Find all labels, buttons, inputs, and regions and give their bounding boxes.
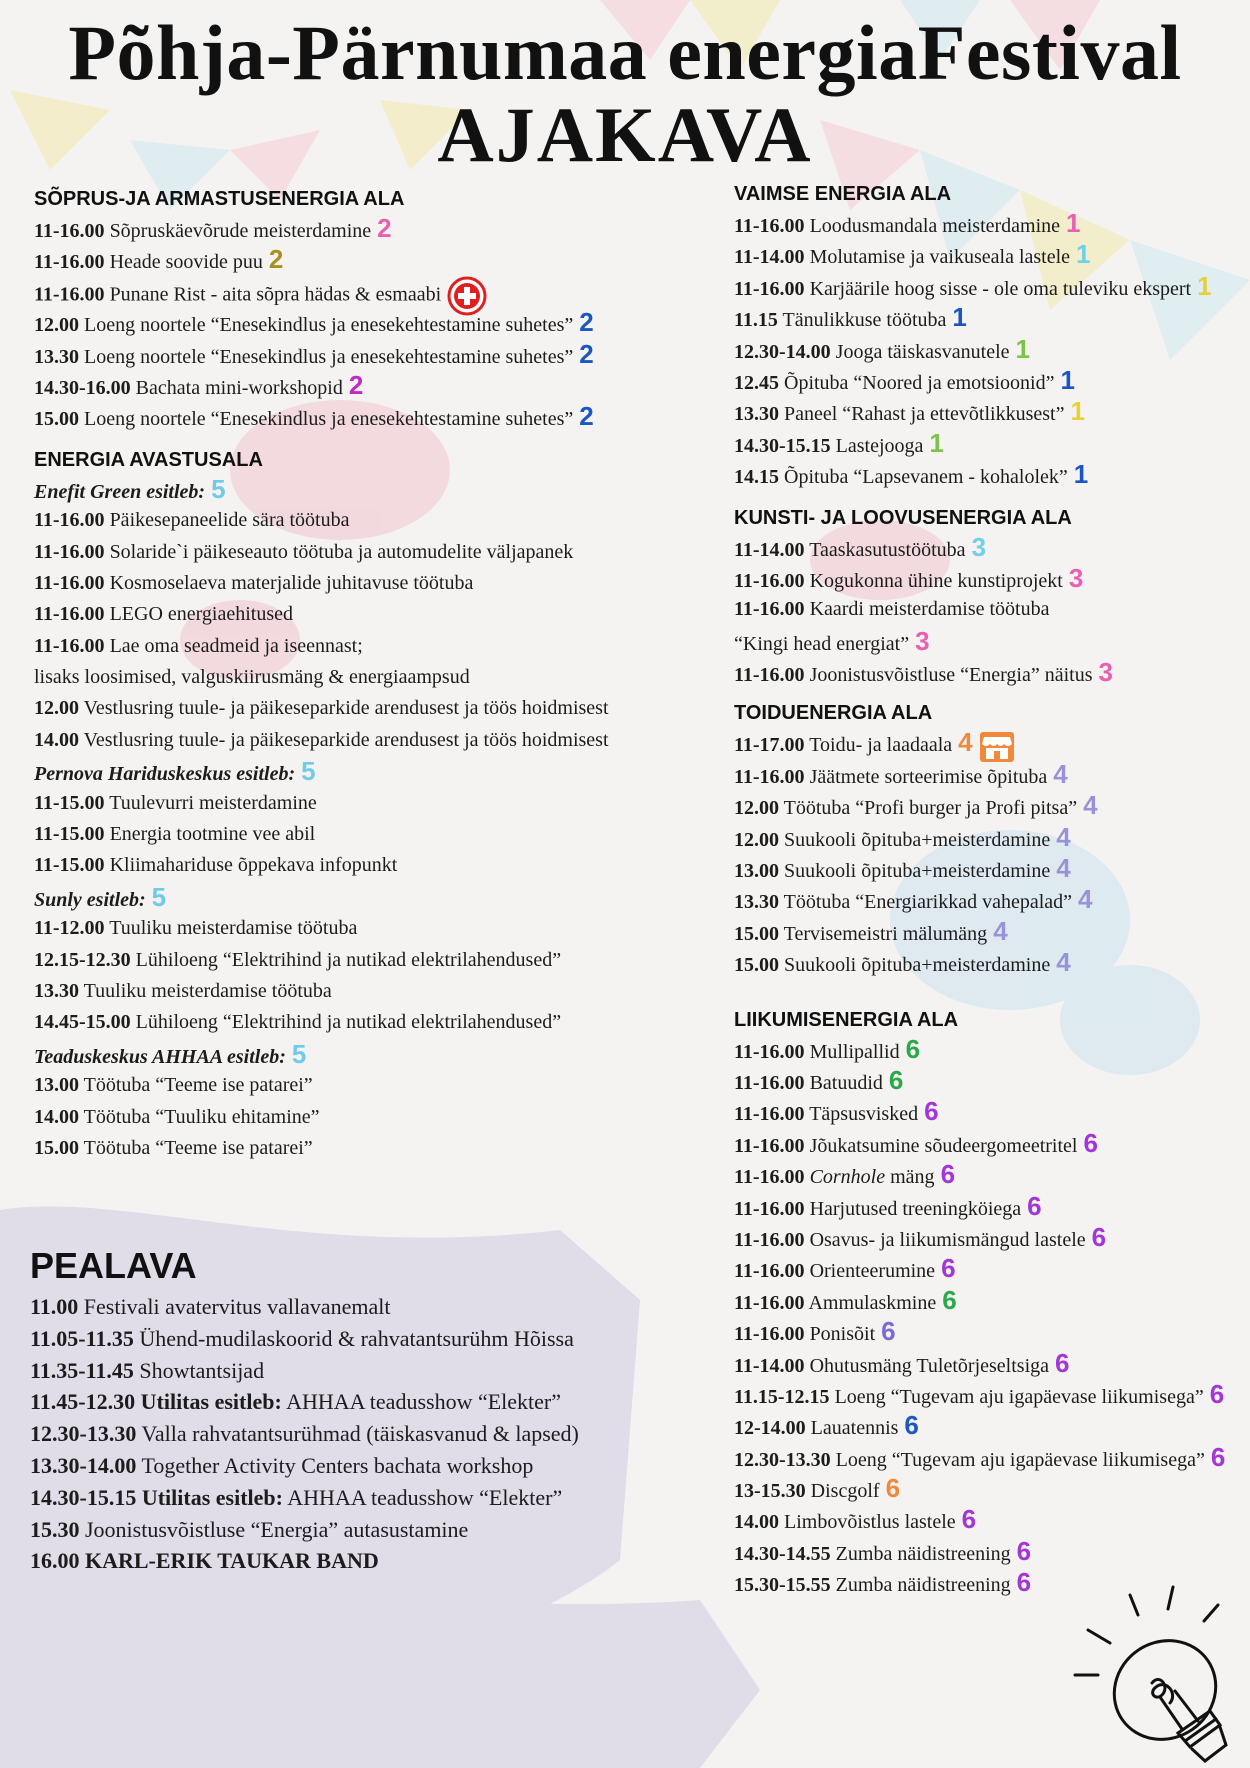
activity: Energia tootmine vee abil [109,823,316,846]
right-column [734,183,1244,1599]
activity: Töötuba “Tuuliku ehitamine” [83,1105,320,1128]
schedule-row [734,365,1244,396]
area-number: 4 [1078,884,1093,915]
area-number: 1 [952,302,967,333]
schedule-row [34,976,674,1007]
area-number: 2 [377,213,392,243]
schedule-row [34,370,674,401]
activity: Bachata mini-workshopid [135,376,343,399]
area-number: 1 [929,427,944,458]
activity: Osavus- ja liikumismängud lastele [809,1228,1086,1251]
time: 11.00 [30,1294,79,1319]
schedule-row [734,1191,1244,1222]
activity: Õpituba “Noored ja emotsioonid” [784,371,1055,394]
schedule-row [734,428,1244,459]
schedule-row [734,626,1244,657]
time: 11-16.00 [734,569,805,592]
schedule-row [734,302,1244,333]
schedule-row [734,459,1244,490]
activity: Loeng noortele “Enesekindlus ja enesekehtestamine suhetes” [84,408,574,431]
activity: Loeng “Tugevam aju igapäevase liikumisega” [834,1385,1204,1408]
activity: Joonistusvõistluse “Energia” autasustamine [85,1516,469,1542]
activity: Vestlusring tuule- ja päikeseparkide arendusest ja töös hoidmisest [83,697,609,720]
schedule-row [34,339,674,370]
activity: Joonistusvõistluse “Energia” näitus [809,664,1093,687]
schedule-row [734,1096,1244,1127]
time: 11-16.00 [734,1323,805,1346]
activity: Ammulaskmine [808,1291,937,1314]
area-number: 6 [924,1096,939,1127]
schedule-row [34,1070,674,1101]
presenter-label [34,882,674,913]
time: 12.30-13.30 [734,1448,831,1471]
activity: “Kingi head energiat” [734,632,910,655]
time: 12.45 [734,371,779,394]
activity: Toidu- ja laadaala [809,734,953,757]
activity: Töötuba “Profi burger ja Profi pitsa” [783,797,1078,820]
schedule-row [30,1418,690,1450]
schedule-row [734,563,1244,594]
area-number: 5 [211,473,226,504]
time: 11-14.00 [734,538,805,561]
time: 11.15-12.15 [734,1385,830,1408]
activity: Ühend-mudilaskoorid & rahvatantsurühm Hõissa [139,1325,574,1351]
schedule-row [734,1504,1244,1535]
activity: Zumba näidistreening [835,1574,1011,1597]
schedule-row [34,505,674,536]
area-number: 2 [348,369,364,400]
section-title: SÕPRUS-JA ARMASTUSENERGIA ALA [34,188,405,210]
schedule-title: AJAKAVA [437,91,813,178]
time: 11.15 [734,309,778,332]
time: 13.30 [734,891,779,914]
time: 15.00 [734,954,779,977]
schedule-row [734,1159,1244,1190]
activity: Zumba näidistreening [835,1542,1011,1565]
time: 11-16.00 [734,1291,805,1314]
main-stage-title: PEALAVA [30,1245,197,1286]
activity: Mullipallid [809,1040,900,1063]
activity: AHHAA teadusshow “Elekter” [287,1484,563,1510]
activity: Tuuliku meisterdamise töötuba [83,979,332,1002]
time: 13.00 [734,860,779,883]
time: 12.00 [34,697,79,720]
schedule-row [34,819,674,850]
activity: Heade soovide puu [109,251,263,274]
schedule-row [734,594,1244,625]
time: 13.30 [734,403,779,426]
schedule-row [734,1128,1244,1159]
section-title: KUNSTI- JA LOOVUSENERGIA ALA [734,506,1072,529]
activity: Lae oma seadmeid ja iseennast; [109,634,363,657]
area-number: 1 [1073,459,1089,490]
activity: lisaks loosimised, valguskiirusmäng & energiaampsud [34,666,470,689]
time: 15.00 [34,1136,79,1159]
activity: Päikesepaneelide sära töötuba [109,509,350,532]
schedule-row [734,271,1244,302]
activity: Loeng noortele “Enesekindlus ja enesekehtestamine suhetes” [84,314,574,337]
time: 11.35-11.45 [30,1357,134,1383]
area-number: 3 [971,531,987,562]
schedule-row [34,1133,674,1164]
activity: Batuudid [809,1071,883,1094]
schedule-row [734,532,1244,563]
time: 13.30-14.00 [30,1452,137,1478]
area-number: 4 [1053,758,1068,789]
time: 11-15.00 [34,791,105,814]
activity: Loodusmandala meisterdamine [809,215,1061,237]
area-number: 6 [905,1033,921,1064]
schedule-row [34,568,674,599]
activity: Together Activity Centers bachata workshop [141,1452,534,1478]
activity: Tuulevurri meisterdamine [109,791,317,814]
activity: Limbovõistlus lastele [784,1511,956,1534]
schedule-row [734,1316,1244,1347]
schedule-row [734,1473,1244,1504]
schedule-row [30,1482,690,1514]
schedule-row [734,1379,1244,1410]
activity: Õpituba “Lapsevanem - kohalolek” [784,466,1068,489]
time: 14.45-15.00 [34,1011,131,1034]
schedule-row [34,401,674,432]
schedule-row [34,945,674,976]
time: 12.15-12.30 [34,948,131,971]
schedule-row [30,1514,690,1546]
time: 14.30-14.55 [734,1542,831,1565]
schedule-row [734,239,1244,270]
schedule-row [34,244,674,275]
activity: Vestlusring tuule- ja päikeseparkide arendusest ja töös hoidmisest [83,728,609,751]
time: 12.00 [734,828,779,851]
area-number: 2 [579,307,594,338]
schedule-row [734,396,1244,427]
schedule-row [734,1222,1244,1253]
presenter-name: Sunly esitleb: [34,888,146,911]
activity: Lühiloeng “Elektrihind ja nutikad elektrilahendused” [135,1011,562,1034]
presenter-label [34,474,674,505]
schedule-row [30,1355,690,1387]
highlight-text: Utilitas esitleb: [141,1484,283,1510]
left-column [34,188,674,1164]
time: 11-16.00 [34,634,105,657]
time: 11-12.00 [34,917,105,940]
time: 11-14.00 [734,246,805,269]
time: 13.30 [34,345,79,368]
schedule-row [734,1442,1244,1473]
area-number: 1 [1070,396,1085,427]
light-bulb-icon [1060,1575,1250,1768]
schedule-row [734,657,1244,688]
time: 11-16.00 [734,1134,805,1157]
area-number: 6 [961,1504,977,1535]
time: 14.00 [34,728,79,751]
presenter-name: Pernova Hariduskeskus esitleb: [34,763,296,786]
time: 11-16.00 [734,1071,805,1094]
activity: Tervisemeistri mälumäng [783,922,988,945]
area-number: 6 [1083,1127,1098,1158]
schedule-row [734,1410,1244,1441]
schedule-row [734,884,1244,915]
presenter-name: Enefit Green esitleb: [34,480,206,503]
section-title: VAIMSE ENERGIA ALA [734,183,952,205]
activity: Ohutusmäng Tuletõrjeseltsiga [809,1354,1050,1377]
time: 11-16.00 [734,1260,805,1283]
time: 14.00 [734,1511,779,1534]
schedule-row [734,1253,1244,1284]
activity: Kaardi meisterdamise töötuba [809,598,1050,621]
time: 11.45-12.30 [30,1389,136,1415]
time: 11-16.00 [734,1040,805,1063]
schedule-row [34,276,674,307]
schedule-row [734,1034,1244,1065]
schedule-row [734,1285,1244,1316]
area-number: 4 [1056,947,1071,978]
activity: Loeng “Tugevam aju igapäevase liikumisega” [835,1448,1205,1471]
schedule-row [34,631,674,662]
activity: Lauatennis [810,1417,899,1440]
activity: Ponisõit [809,1323,876,1346]
time: 11-15.00 [34,823,105,846]
presenter-name: Teaduskeskus AHHAA esitleb: [34,1045,286,1068]
activity: Tänulikkuse töötuba [782,309,947,332]
area-number: 4 [958,727,973,758]
schedule-row [30,1545,690,1577]
schedule-row [734,1536,1244,1567]
time: 11-16.00 [34,603,105,626]
time: 15.30 [30,1516,80,1542]
time: 14.00 [34,1105,79,1128]
activity: Täpsusvisked [809,1103,919,1126]
schedule-row [34,693,674,724]
activity: Showtantsijad [139,1357,265,1383]
time: 12.30-13.30 [30,1421,137,1447]
time: 11-16.00 [34,540,105,563]
time: 11-14.00 [734,1354,805,1377]
activity: Kliimahariduse õppekava infopunkt [109,854,398,877]
schedule-row [30,1386,690,1418]
area-number: 6 [1027,1190,1042,1221]
time: 15.00 [734,922,779,945]
schedule-row [30,1291,690,1323]
area-number: 2 [268,244,284,275]
schedule-row [34,1102,674,1133]
activity: LEGO energiaehitused [109,603,294,626]
schedule-row [34,913,674,944]
activity: AHHAA teadusshow “Elekter” [286,1389,562,1415]
schedule-row [734,334,1244,365]
time: 11-16.00 [734,765,805,788]
area-number: 2 [579,338,594,369]
area-number: 4 [993,915,1008,946]
area-number: 2 [579,401,594,432]
schedule-row [734,208,1244,239]
activity: Tuuliku meisterdamise töötuba [109,917,358,940]
main-stage-section [30,1245,690,1577]
time: 11-16.00 [734,215,805,237]
time: 11-15.00 [34,854,105,877]
section-title: ENERGIA AVASTUSALA [34,448,263,471]
area-number: 6 [881,1316,896,1347]
activity: Discgolf [810,1480,880,1503]
schedule-row [34,788,674,819]
area-number: 4 [1056,821,1071,852]
area-number: 4 [1056,853,1071,884]
area-number: 6 [1055,1347,1070,1378]
time: 11-16.00 [734,277,805,300]
activity: Cornhole [809,1166,886,1189]
area-number: 3 [915,625,930,656]
time: 15.30-15.55 [734,1574,831,1597]
area-number: 6 [941,1253,956,1284]
activity: Festivali avatervitus vallavanemalt [83,1294,391,1319]
schedule-row [734,1348,1244,1379]
schedule-row [34,1007,674,1038]
area-number: 1 [1076,239,1091,270]
schedule-row [734,822,1244,853]
schedule-row [34,850,674,881]
area-number: 6 [888,1064,904,1095]
section-title: LIIKUMISENERGIA ALA [734,1008,959,1031]
time: 13.30 [34,979,79,1002]
schedule-row [34,662,674,693]
activity: Suukooli õpituba+meisterdamine [784,860,1051,883]
activity: Solaride`i päikeseauto töötuba ja automudelite väljapanek [109,540,574,563]
schedule-row [734,727,1244,758]
area-number: 5 [291,1038,307,1069]
time: 14.15 [734,466,779,489]
time: 12.00 [734,797,779,820]
area-number: 6 [904,1410,919,1441]
activity: Suukooli õpituba+meisterdamine [784,828,1051,851]
schedule-row [734,947,1244,978]
time: 11-17.00 [734,734,805,757]
activity: Suukooli õpituba+meisterdamine [784,954,1051,977]
time: 13.00 [34,1074,79,1097]
area-number: 6 [1209,1378,1225,1409]
festival-title: Põhja-Pärnumaa energiaFestival [68,9,1182,96]
schedule-row [34,537,674,568]
activity: Paneel “Rahast ja ettevõtlikkusest” [784,403,1065,426]
time: 12.00 [34,314,79,337]
area-number: 6 [940,1159,956,1190]
time: 11-16.00 [734,664,805,687]
schedule-row [30,1323,690,1355]
time: 11-16.00 [34,571,105,594]
time: 14.30-16.00 [34,376,131,399]
time: 12.30-14.00 [734,340,831,363]
time: 11.05-11.35 [30,1325,134,1351]
area-number: 1 [1060,364,1075,395]
area-number: 3 [1098,657,1113,688]
schedule-row [734,916,1244,947]
time: 11-16.00 [734,1228,805,1251]
activity: Lühiloeng “Elektrihind ja nutikad elektrilahendused” [135,948,562,971]
area-number: 6 [885,1473,901,1504]
time: 13-15.30 [734,1480,806,1503]
area-number: 6 [1210,1441,1226,1472]
area-number: 6 [1016,1567,1032,1598]
area-number: 3 [1068,562,1084,593]
time: 11-16.00 [34,220,105,242]
time: 11-16.00 [734,1166,805,1189]
time: 11-16.00 [34,283,105,306]
activity: Töötuba “Energiarikkad vahepalad” [783,891,1073,914]
schedule-row [34,307,674,338]
activity: Valla rahvatantsurühmad (täiskasvanud & lapsed) [141,1421,579,1447]
activity: Jäätmete sorteerimise õpituba [809,765,1048,788]
activity: Töötuba “Teeme ise patarei” [83,1074,313,1097]
time: 11-16.00 [34,251,105,274]
activity: Jõukatsumine sõudeergomeetritel [809,1134,1078,1157]
time: 16.00 [30,1548,80,1574]
area-number: 6 [1091,1221,1107,1252]
schedule-row [734,790,1244,821]
section-title: TOIDUENERGIA ALA [734,702,933,725]
time: 11-16.00 [734,1103,805,1126]
activity: Kogukonna ühine kunstiprojekt [809,569,1063,592]
activity: Orienteerumine [809,1260,936,1283]
schedule-row [734,759,1244,790]
schedule-row [30,1450,690,1482]
time: 11-16.00 [734,1197,805,1220]
area-number: 1 [1197,270,1212,301]
activity: Sõpruskäevõrude meisterdamine [109,220,372,242]
activity: Karjäärile hoog sisse - ole oma tuleviku ekspert [809,277,1192,300]
area-number: 5 [151,881,167,912]
schedule-row [734,853,1244,884]
activity: Punane Rist - aita sõpra hädas & esmaabi [109,283,442,306]
presenter-label [34,756,674,787]
time: 11-16.00 [34,509,105,532]
highlight-text: KARL-ERIK TAUKAR BAND [85,1548,379,1574]
time: 14.30-15.15 [30,1484,137,1510]
schedule-row [34,213,674,244]
time: 14.30-15.15 [734,434,831,457]
schedule-row [734,1065,1244,1096]
area-number: 6 [942,1284,957,1315]
activity: Töötuba “Teeme ise patarei” [83,1136,313,1159]
schedule-row [34,599,674,630]
activity-suffix: mäng [890,1166,935,1189]
activity: Harjutused treeningköiega [809,1197,1022,1220]
area-number: 5 [301,756,316,787]
time: 12-14.00 [734,1417,806,1440]
schedule-row [34,725,674,756]
highlight-text: Utilitas esitleb: [140,1389,282,1415]
time: 11-16.00 [734,598,805,621]
activity: Taaskasutustöötuba [809,538,966,561]
activity: Loeng noortele “Enesekindlus ja enesekehtestamine suhetes” [84,345,574,368]
area-number: 1 [1015,333,1030,364]
area-number: 4 [1083,790,1098,821]
activity: Molutamise ja vaikuseala lastele [809,246,1071,269]
presenter-label [34,1039,674,1070]
activity: Jooga täiskasvanutele [835,340,1010,363]
time: 15.00 [34,408,79,431]
area-number: 1 [1066,208,1081,238]
activity: Lastejooga [835,434,924,457]
activity: Kosmoselaeva materjalide juhitavuse töötuba [109,571,474,594]
area-number: 6 [1016,1535,1032,1566]
